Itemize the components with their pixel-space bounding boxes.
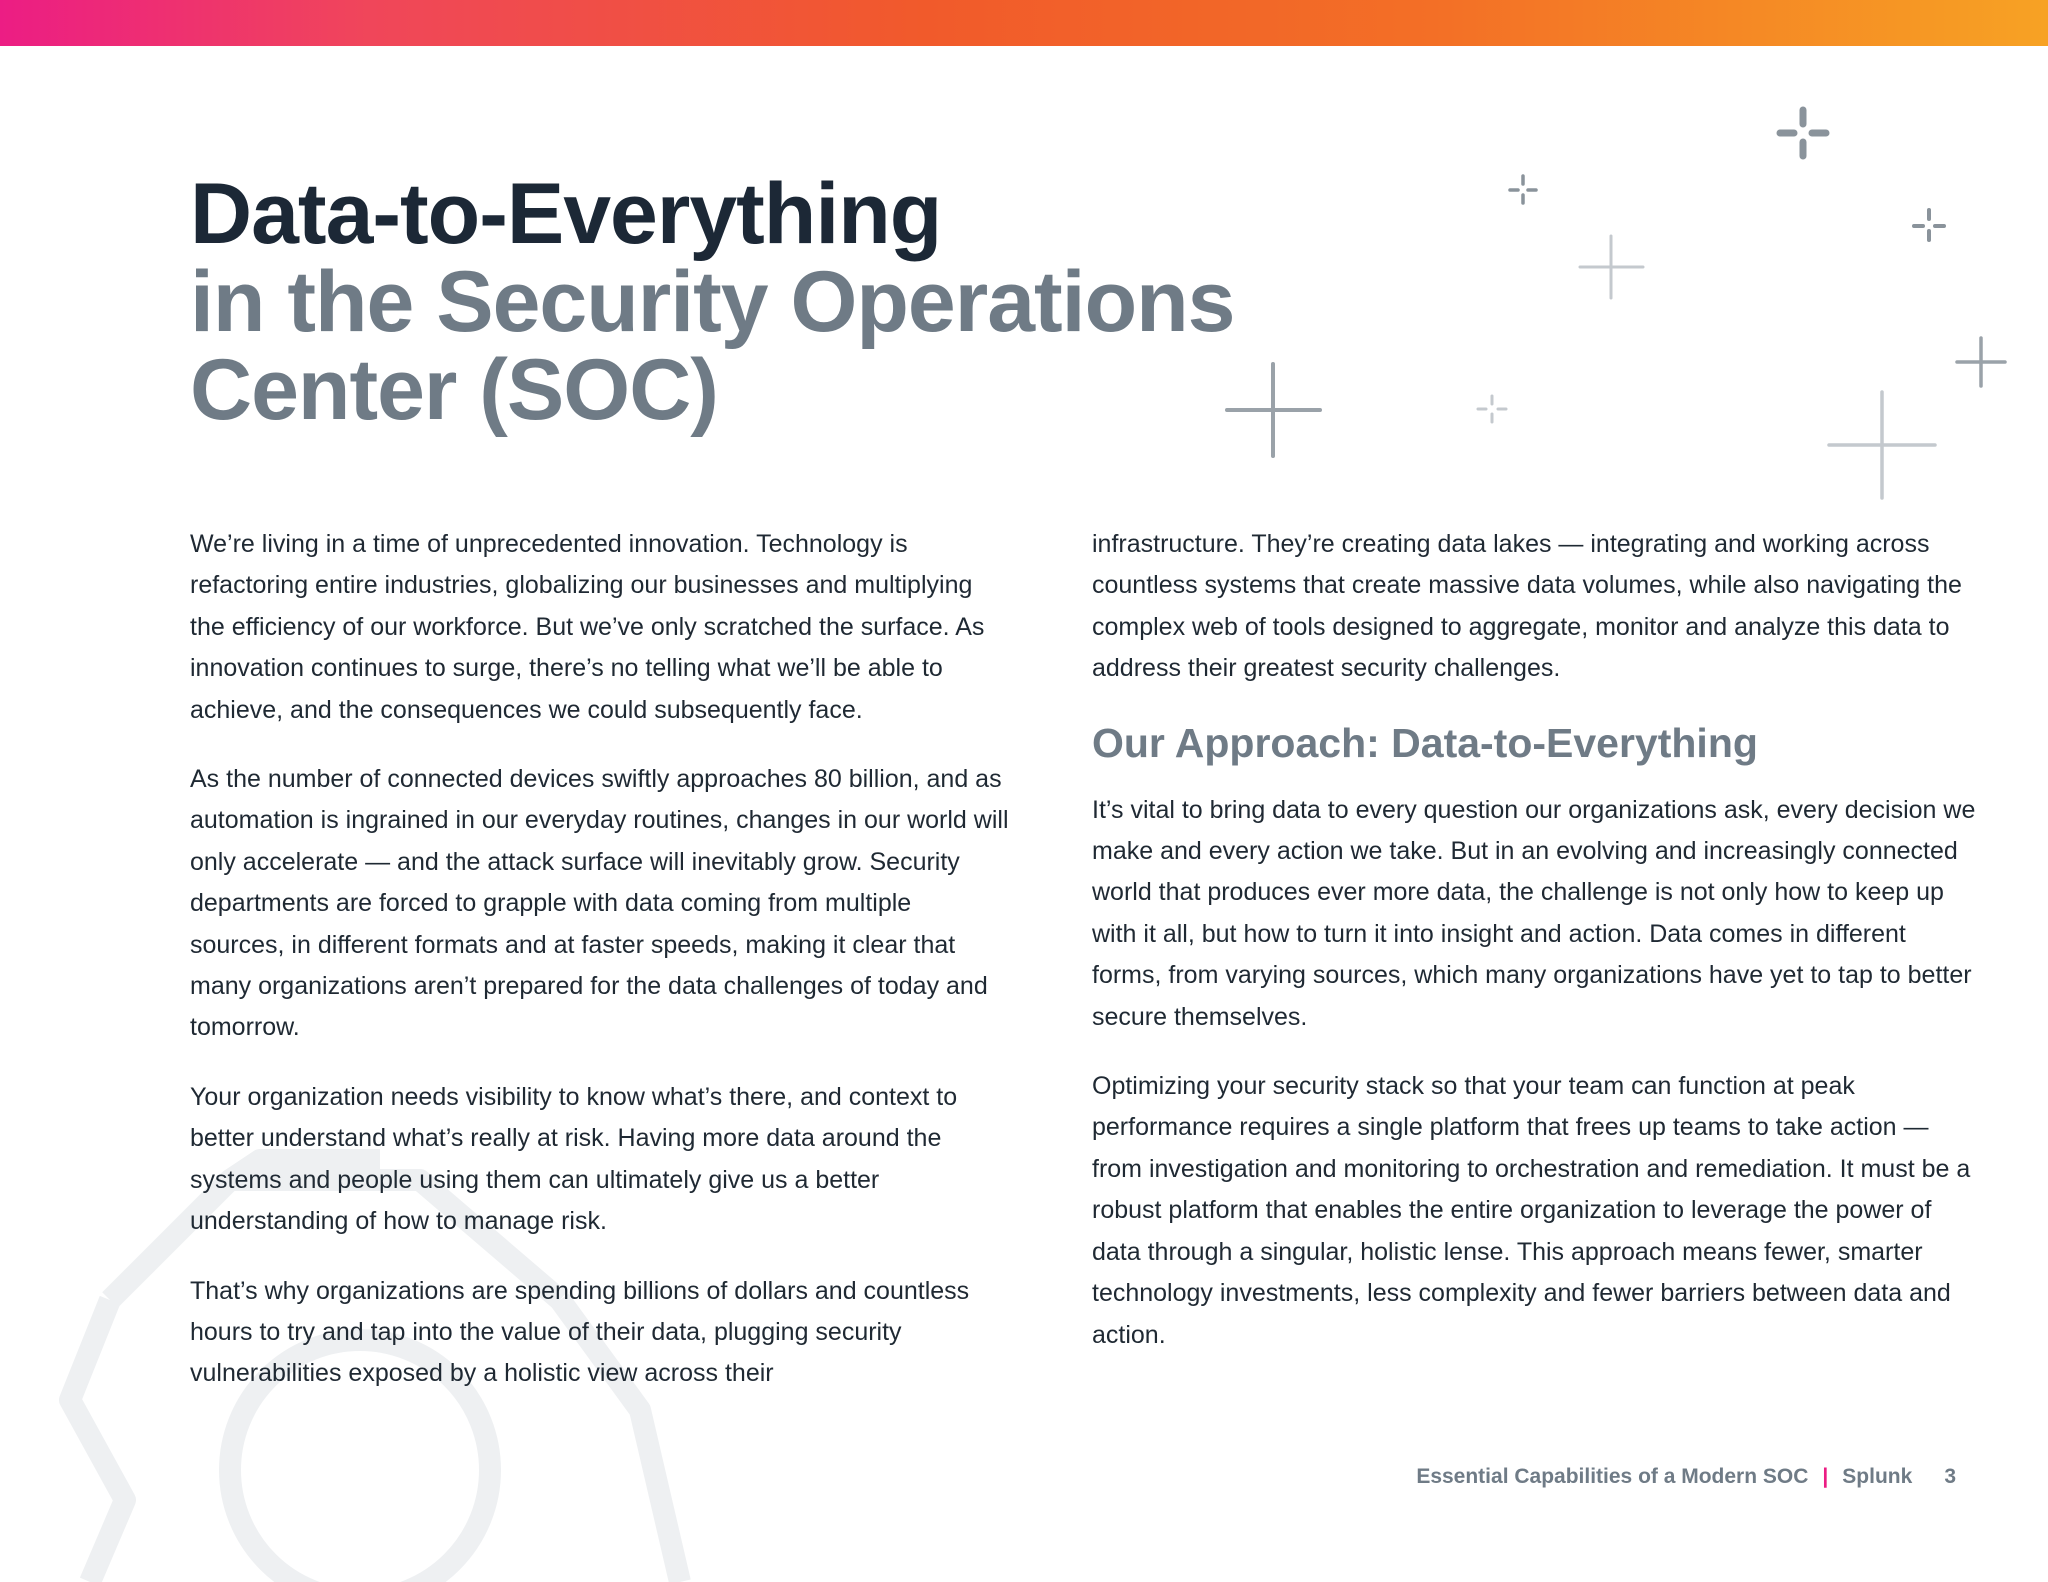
sparkle-icon-small-2 bbox=[1914, 210, 1944, 240]
plus-icon-right bbox=[1957, 338, 2005, 386]
sparkle-icon-small-1 bbox=[1510, 176, 1536, 203]
page-number: 3 bbox=[1944, 1465, 1956, 1488]
plus-icon-large-faint bbox=[1829, 392, 1935, 498]
page-footer bbox=[1416, 1465, 1956, 1489]
footer-brand: Splunk bbox=[1842, 1465, 1913, 1488]
left-column bbox=[190, 524, 1010, 1423]
plus-icon-medium bbox=[1580, 236, 1643, 298]
right-column bbox=[1092, 524, 1982, 1384]
paragraph: Your organization needs visibility to know what’s there, and context to better understand what’s really at risk. Having more data around the systems and people using them can ultimately give us a better understanding of how to manage risk. bbox=[190, 1082, 958, 1236]
paragraph: As the number of connected devices swiftly approaches 80 billion, and as automation is ingrained in our everyday routines, changes in our world will only accelerate — and the attack surface will inevitably grow. Security departments are forced to grapple with data coming from multiple sources, in different formats and at faster speeds, making it clear that many organizations aren’t prepared for the data challenges of today and tomorrow. bbox=[190, 765, 1009, 1042]
paragraph: That’s why organizations are spending billions of dollars and countless hours to try and tap into the value of their data, plugging security vulnerabilities exposed by a holistic view across their bbox=[190, 1276, 970, 1388]
paragraph: We’re living in a time of unprecedented innovation. Technology is refactoring entire industries, globalizing our businesses and multiplying the efficiency of our workforce. But we’ve only scratched the surface. As innovation continues to surge, there’s no telling what we’ll be able to achieve, and the consequences we could subsequently face. bbox=[190, 530, 985, 724]
section-heading: Our Approach: Data-to-Everything bbox=[1092, 719, 1758, 766]
paragraph: Optimizing your security stack so that your team can function at peak performance requires a single platform that frees up teams to take action — from investigation and monitoring to orchestration and remediation. It must be a robust platform that enables the entire organization to leverage the power of data through a singular, holistic lense. This approach means fewer, smarter technology investments, less complexity and fewer barriers between data and action. bbox=[1092, 1072, 1971, 1349]
sparkle-icons bbox=[1227, 110, 2005, 498]
paragraph: It’s vital to bring data to every question our organizations ask, every decision we make and every action we take. But in an evolving and increasingly connected world that produces ever more data, the challenge is not only how to keep up with it all, but how to turn it into insight and action. Data comes in different forms, from varying sources, which many organizations have yet to tap to better secure themselves. bbox=[1092, 795, 1976, 1031]
title-line-2: in the Security Operations bbox=[190, 254, 1235, 350]
page-title bbox=[190, 166, 1235, 438]
paragraph: infrastructure. They’re creating data lakes — integrating and working across countless systems that create massive data volumes, while also navigating the complex web of tools designed to aggregate, monitor and analyze this data to address their greatest security challenges. bbox=[1092, 530, 1962, 683]
sparkle-icon-large-top bbox=[1780, 110, 1826, 156]
title-line-1: Data-to-Everything bbox=[190, 166, 942, 262]
title-line-3: Center (SOC) bbox=[190, 342, 718, 438]
sparkle-icon-faint bbox=[1478, 396, 1506, 422]
footer-doc-title: Essential Capabilities of a Modern SOC bbox=[1416, 1465, 1809, 1488]
plus-icon-large bbox=[1227, 364, 1320, 456]
footer-separator: | bbox=[1822, 1465, 1829, 1488]
